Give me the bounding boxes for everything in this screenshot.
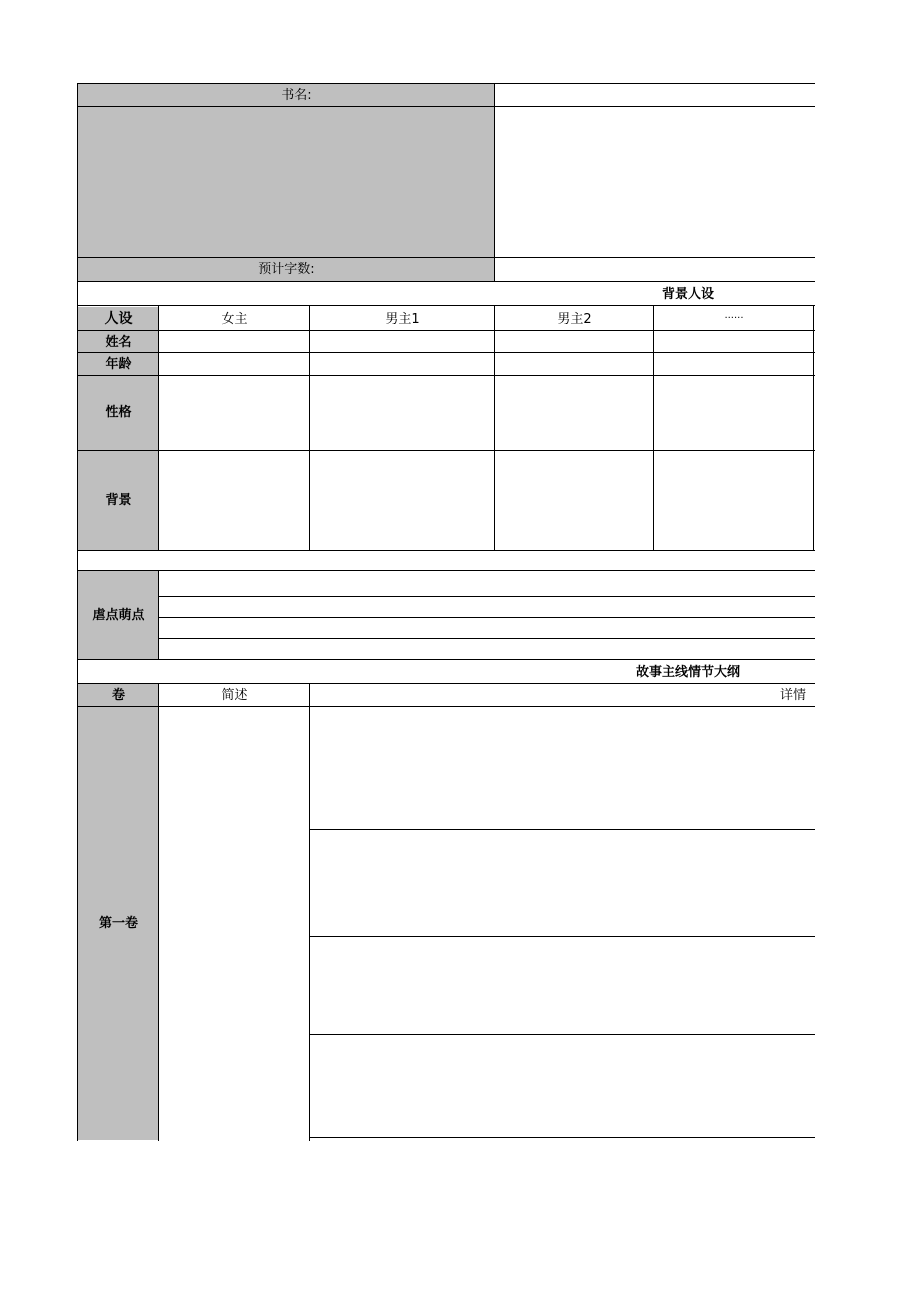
- book-cover-area: [78, 107, 495, 257]
- word-count-label: 预计字数:: [258, 262, 315, 277]
- char-col-hero-2: 男主2: [557, 311, 592, 327]
- outline-section-title: 故事主线情节大纲: [635, 664, 740, 680]
- outline-col-detail: 详情: [780, 687, 807, 703]
- book-title-label-cell: [78, 84, 495, 107]
- points-label: 虐点萌点: [78, 571, 159, 659]
- char-col-more: ······: [724, 313, 744, 324]
- characters-section-title: 背景人设: [661, 286, 714, 302]
- char-header-label: 人设: [78, 307, 159, 331]
- row-label-age: 年龄: [78, 353, 159, 375]
- row-label-background: 背景: [78, 450, 159, 551]
- char-col-hero-1: 男主1: [385, 311, 420, 327]
- row-label-personality: 性格: [78, 375, 159, 450]
- word-count-label-cell: [78, 258, 495, 281]
- outline-volume-1-label: 第一卷: [78, 706, 159, 1140]
- outline-col-volume: 卷: [78, 684, 159, 706]
- row-label-name: 姓名: [78, 331, 159, 353]
- book-title-label: 书名:: [281, 88, 312, 103]
- outline-col-summary: 简述: [221, 687, 248, 703]
- char-col-heroine: 女主: [221, 311, 248, 327]
